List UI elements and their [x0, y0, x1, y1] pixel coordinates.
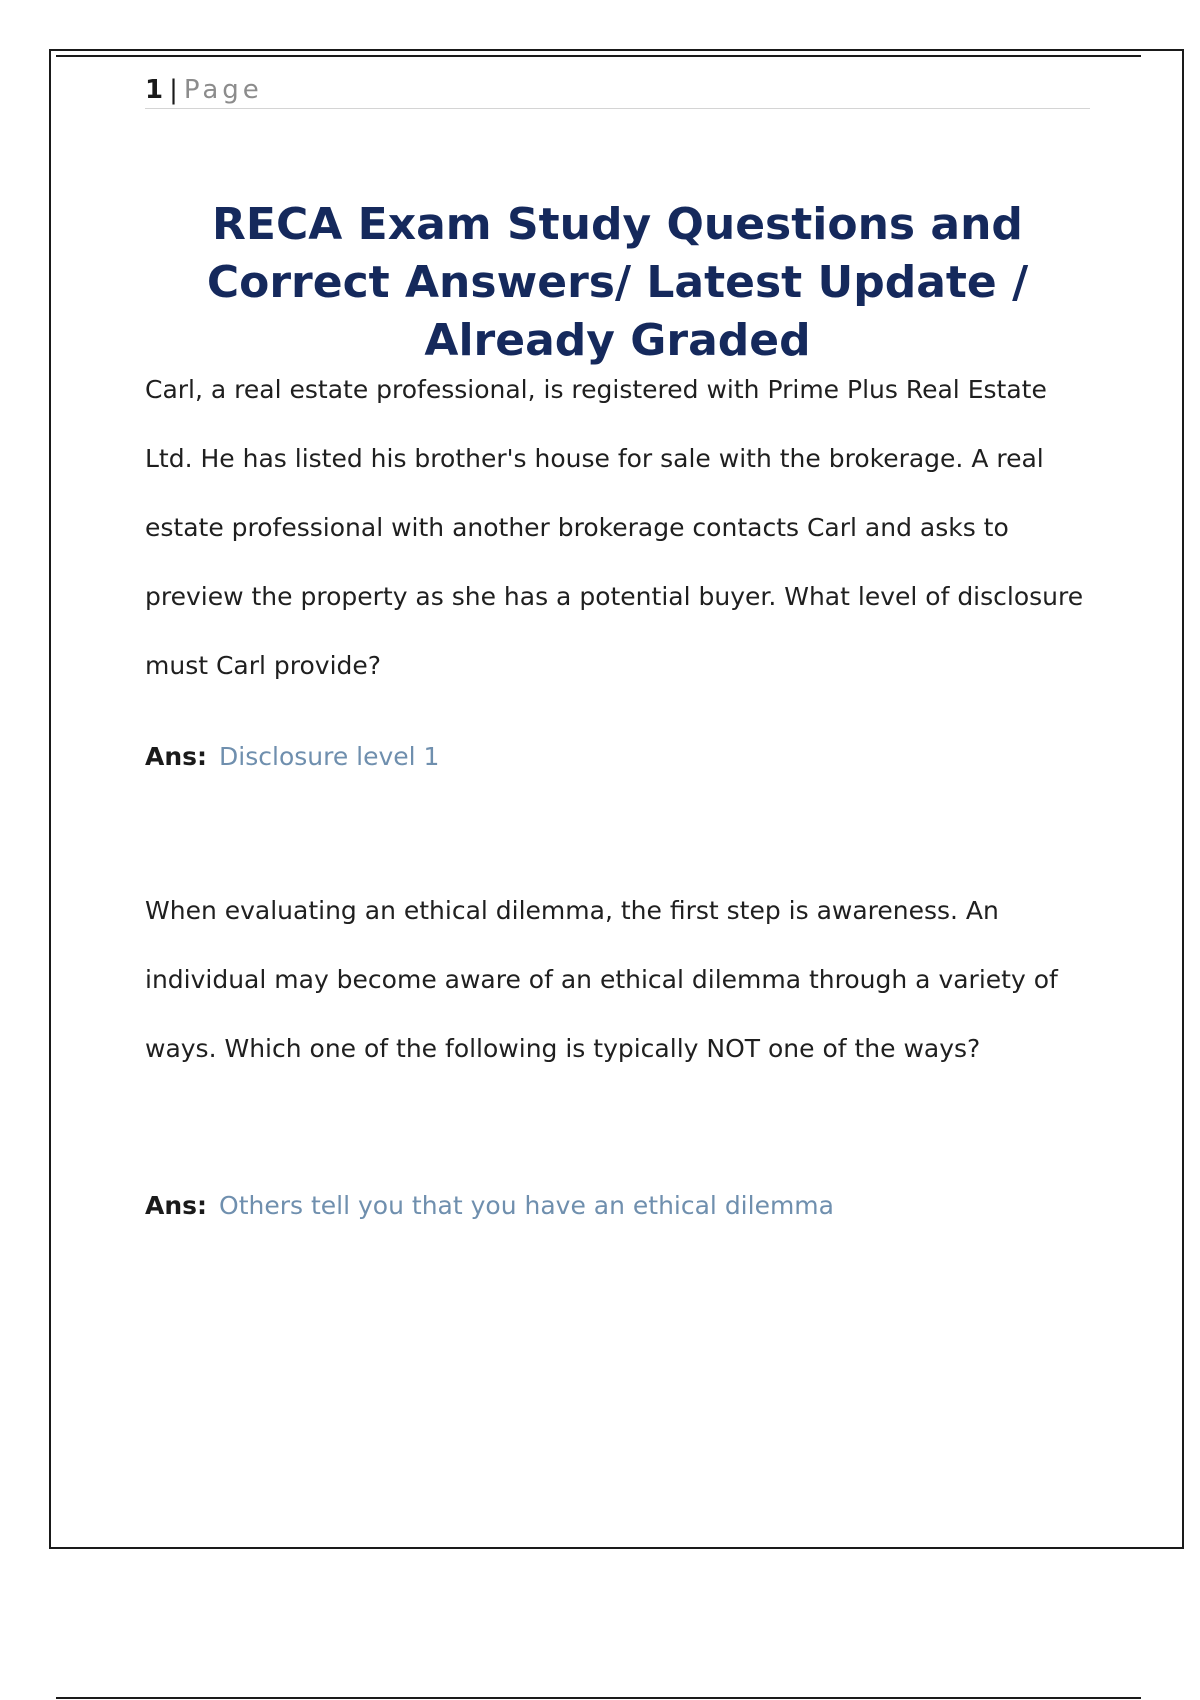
answer-2-label: Ans: [145, 1191, 208, 1220]
bottom-rule [56, 1697, 1141, 1699]
answer-2-text: Others tell you that you have an ethical dilemma [219, 1191, 834, 1220]
page-label: Page [183, 75, 263, 105]
question-1-text: Carl, a real estate professional, is registered with Prime Plus Real Estate Ltd. He has listed his brother's house for sale with the brokerage. A real estate professional with another brokerage contacts Carl and asks to preview the property as she has a potential buyer. What level of disclosure must Carl provide? [145, 375, 1084, 680]
page-header [145, 72, 1090, 109]
question-2-text: When evaluating an ethical dilemma, the first step is awareness. An individual may become aware of an ethical dilemma through a variety of ways. Which one of the following is typically NOT one of the ways? [145, 896, 1058, 1063]
top-rule [56, 55, 1141, 57]
document-title: RECA Exam Study Questions and Correct Answers/ Latest Update / Already Graded [206, 199, 1029, 366]
answer-1-text: Disclosure level 1 [219, 742, 440, 771]
answer-1-label: Ans: [145, 742, 208, 771]
page-number: 1 [145, 75, 164, 105]
answer-1 [145, 739, 1090, 775]
answer-2 [145, 1188, 1090, 1224]
page-separator: | [169, 75, 178, 105]
